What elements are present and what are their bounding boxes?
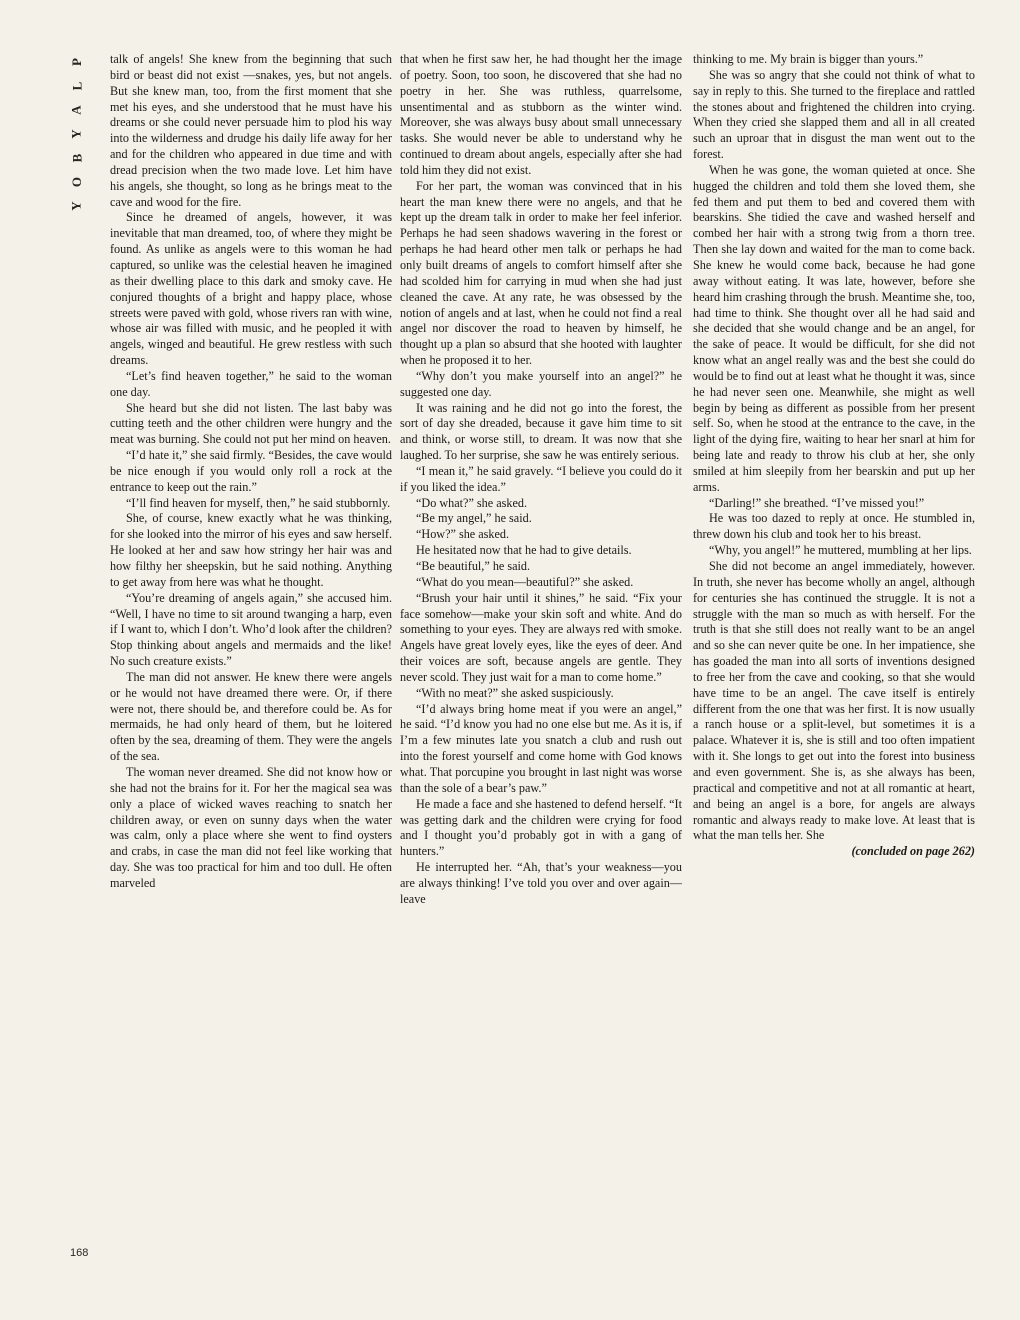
paragraph: For her part, the woman was convinced that in his heart the man knew there were no angels, and that he kept up the dream talk in order to make her feel inferior. Perhaps he had seen shadows wavering in the forest or perhaps he had heard other men talk or perhaps he had only built dreams of angels to comfort himself after she had scolded him for carrying in mud when she had just cleaned the cave. At any rate, he was obsessed by the notion of angels and at last, when he could not find a real angel nor discover the road to heaven by himself, he thought up a plan so absurd that she hooted with laughter when he proposed it to her. [400,178,682,368]
paragraph: “What do you mean—beautiful?” she asked. [416,574,634,589]
paragraph: She did not become an angel immediately, however. In truth, she never has become wholly an angel, although for centuries she has continued the struggle. It is not a struggle with the man so much as with herself. For the truth is that she still does not really want to be an angel and so she can never quite be one. In her impatience, she has goaded the man into all sorts of inventions designed to free her from the cave and cooking, so that she would have time to be an angel. The cave itself is entirely different from the one that was her first. It is now usually a ranch house or a split-level, but sometimes it is a palace. Whatever it is, she is still and too often impatient with it. She longs to get out into the forest into business and even government. She is, as she always has been, practical and competitive and not at all romantic at heart, and being an angel is a bore, for angels are always romantic and always ready to make love. At least that is what the man tells her. She [693,559,975,843]
masthead-letter: O [69,176,84,188]
paragraph: He made a face and she hastened to defend herself. “It was getting dark and the children were crying for food and I thought you’d probably got in with a gang of hunters.” [400,796,682,859]
paragraph: He interrupted her. “Ah, that’s your weakness—you are always thinking! I’ve told you over and over again—leave [400,860,682,906]
page-number: 168 [70,1247,89,1259]
paragraph: The woman never dreamed. She did not know how or she had not the brains for it. For her the magical sea was only a place of wicked waves reaching to snatch her children away, or even on sunny days when the water was calm, only a place where she went to find oysters and crabs, in case the man did not feel like working that day. She was too practical for him and too dull. He often marveled [110,764,392,890]
masthead-letter: B [68,153,84,163]
masthead-letter: A [68,105,84,115]
paragraph: that when he first saw her, he had thought her the image of poetry. Soon, too soon, he discovered that she had no poetry in her. She was ruthless, quarrelsome, unsentimental and as stubborn as the winter wind. Moreover, she was always busy about small unnecessary tasks. She would never be able to understand why he continued to dream about angels, especially after she had told him they did not exist. [400,52,682,177]
magazine-masthead [60,50,94,218]
paragraph: “Be beautiful,” he said. [416,559,531,573]
paragraph: “Do what?” she asked. [416,495,527,510]
paragraph: “Why don’t you make yourself into an angel?” he suggested one day. [400,368,682,399]
paragraph: “How?” she asked. [416,527,510,542]
paragraph: When he was gone, the woman quieted at once. She hugged the children and told them she loved them, she fed them and put them to bed and covered them with bearskins. She tidied the cave and washed herself and combed her hair with a strong twig from a thorn tree. Then she lay down and waited for the man to come back. She knew he would come back, because he had gone away without eating. It was late, however, before she heard him crashing through the brush. Meantime she, too, had time to think. She thought over all he had said and she decided that she would change and be an angel, for the sake of peace. It would be difficult, for she did not know what an angel really was and the best she could do would be to find out at least what he thought it was, since he had never seen one. Meanwhile, she might as well begin by being as different as possible from her present self. So, when he stood at the entrance to the cave, in the light of the dying fire, waiting to hear her snarl at him for being late and ready to throw his club at her, she only smiled at him sleepily from her bearskin and put up her arms. [693,162,975,494]
masthead-letter: Y [68,201,84,211]
paragraph: She heard but she did not listen. The last baby was cutting teeth and the other children were hungry and the meat was burning. She could not put her mind on heaven. [110,400,392,447]
paragraph: Since he dreamed of angels, however, it was inevitable that man dreamed, too, of where they might be found. As unlike as angels were to this woman he had captured, so unlike was the celestial heaven he imagined as their dwelling place to this dark and smoky cave. He conjured thoughts of a bright and happy place, whose streets were paved with gold, whose rivers ran with wine, whose air was filled with music, and he peopled it with angels, winged and beautiful. He grew restless with such dreams. [110,210,392,368]
paragraph: “Brush your hair until it shines,” he said. “Fix your face somehow—make your skin soft and white. And do something to your eyes. They are always red with smoke. Angels have great lovely eyes, like the eyes of deer. And their voices are soft, because angels are gentle. They never scold. They just wait for a man to come home.” [400,590,682,684]
masthead-letter: P [68,58,84,66]
paragraph: talk of angels! She knew from the beginning that such bird or beast did not exist —snakes, yes, but not angels. But she knew man, too, from the first moment that she met his eyes, and she understood that he must have his dreams or she could never persuade him to plod his way into the wilderness and drudge his daily life away for her and for the children who appeared in due time and with dread precision when the two made love. Let him have his angels, she thought, so long as he brings meat to the cave and wood for the fire. [110,52,392,209]
paragraph: “I’d hate it,” she said firmly. “Besides, the cave would be nice enough if you would only roll a rock at the entrance to keep out the rain.” [110,448,392,494]
continuation-note: (concluded on page 262) [851,844,975,859]
paragraph: “With no meat?” she asked suspiciously. [416,685,614,700]
paragraph: She was so angry that she could not think of what to say in reply to this. She turned to the fireplace and rattled the stones about and frightened the children into crying. When they cried she slapped them and all in all created such an uproar that in disgust the man went out to the forest. [693,67,975,162]
paragraph: thinking to me. My brain is bigger than yours.” [693,52,924,66]
masthead-letter: L [68,81,84,91]
paragraph: “I mean it,” he said gravely. “I believe you could do it if you liked the idea.” [400,463,682,494]
paragraph: It was raining and he did not go into the forest, the sort of day she dreaded, because it gave him time to sit and think, or worse still, to dream. It was now that she laughed. To her surprise, she saw he was entirely serious. [400,400,682,463]
paragraph: “I’ll find heaven for myself, then,” he said stubbornly. [126,495,391,510]
paragraph: “Why, you angel!” he muttered, mumbling at her lips. [709,543,972,558]
masthead-letter: Y [68,129,84,139]
paragraph: “I’d always bring home meat if you were an angel,” he said. “I’d know you had no one else but me. As it is, if I’m a few minutes late you snatch a club and rush out into the forest yourself and come home with God knows what. That porcupine you brought in last night was worse than the sole of a bear’s paw.” [400,701,682,795]
paragraph: The man did not answer. He knew there were angels or he would not have dreamed there were. Or, if there were not, there should be, and therefore could be. As for mermaids, he had only heard of them, but he loitered often by the sea, dreaming of them. They were the angels of the sea. [110,669,392,764]
paragraph: “Be my angel,” he said. [416,511,532,526]
text-column-3 [693,52,975,860]
paragraph: “Let’s find heaven together,” he said to the woman one day. [110,368,392,399]
paragraph: She, of course, knew exactly what he was thinking, for she looked into the mirror of his eyes and saw herself. He looked at her and saw how stringy her hair was and how filthy her sheepskin, but he said nothing. Anything to get away from here was what he thought. [110,511,392,589]
paragraph: “You’re dreaming of angels again,” she accused him. “Well, I have no time to sit around twanging a harp, even if I want to, which I don’t. Who’d look after the children? Stop thinking about angels and mermaids and the like! No such creature exists.” [110,590,392,669]
text-column-2 [400,52,682,908]
paragraph: He was too dazed to reply at once. He stumbled in, threw down his club and took her to his breast. [693,511,975,542]
paragraph: “Darling!” she breathed. “I’ve missed you!” [709,495,925,510]
text-column-1 [110,52,392,892]
paragraph: He hesitated now that he had to give details. [416,543,632,558]
